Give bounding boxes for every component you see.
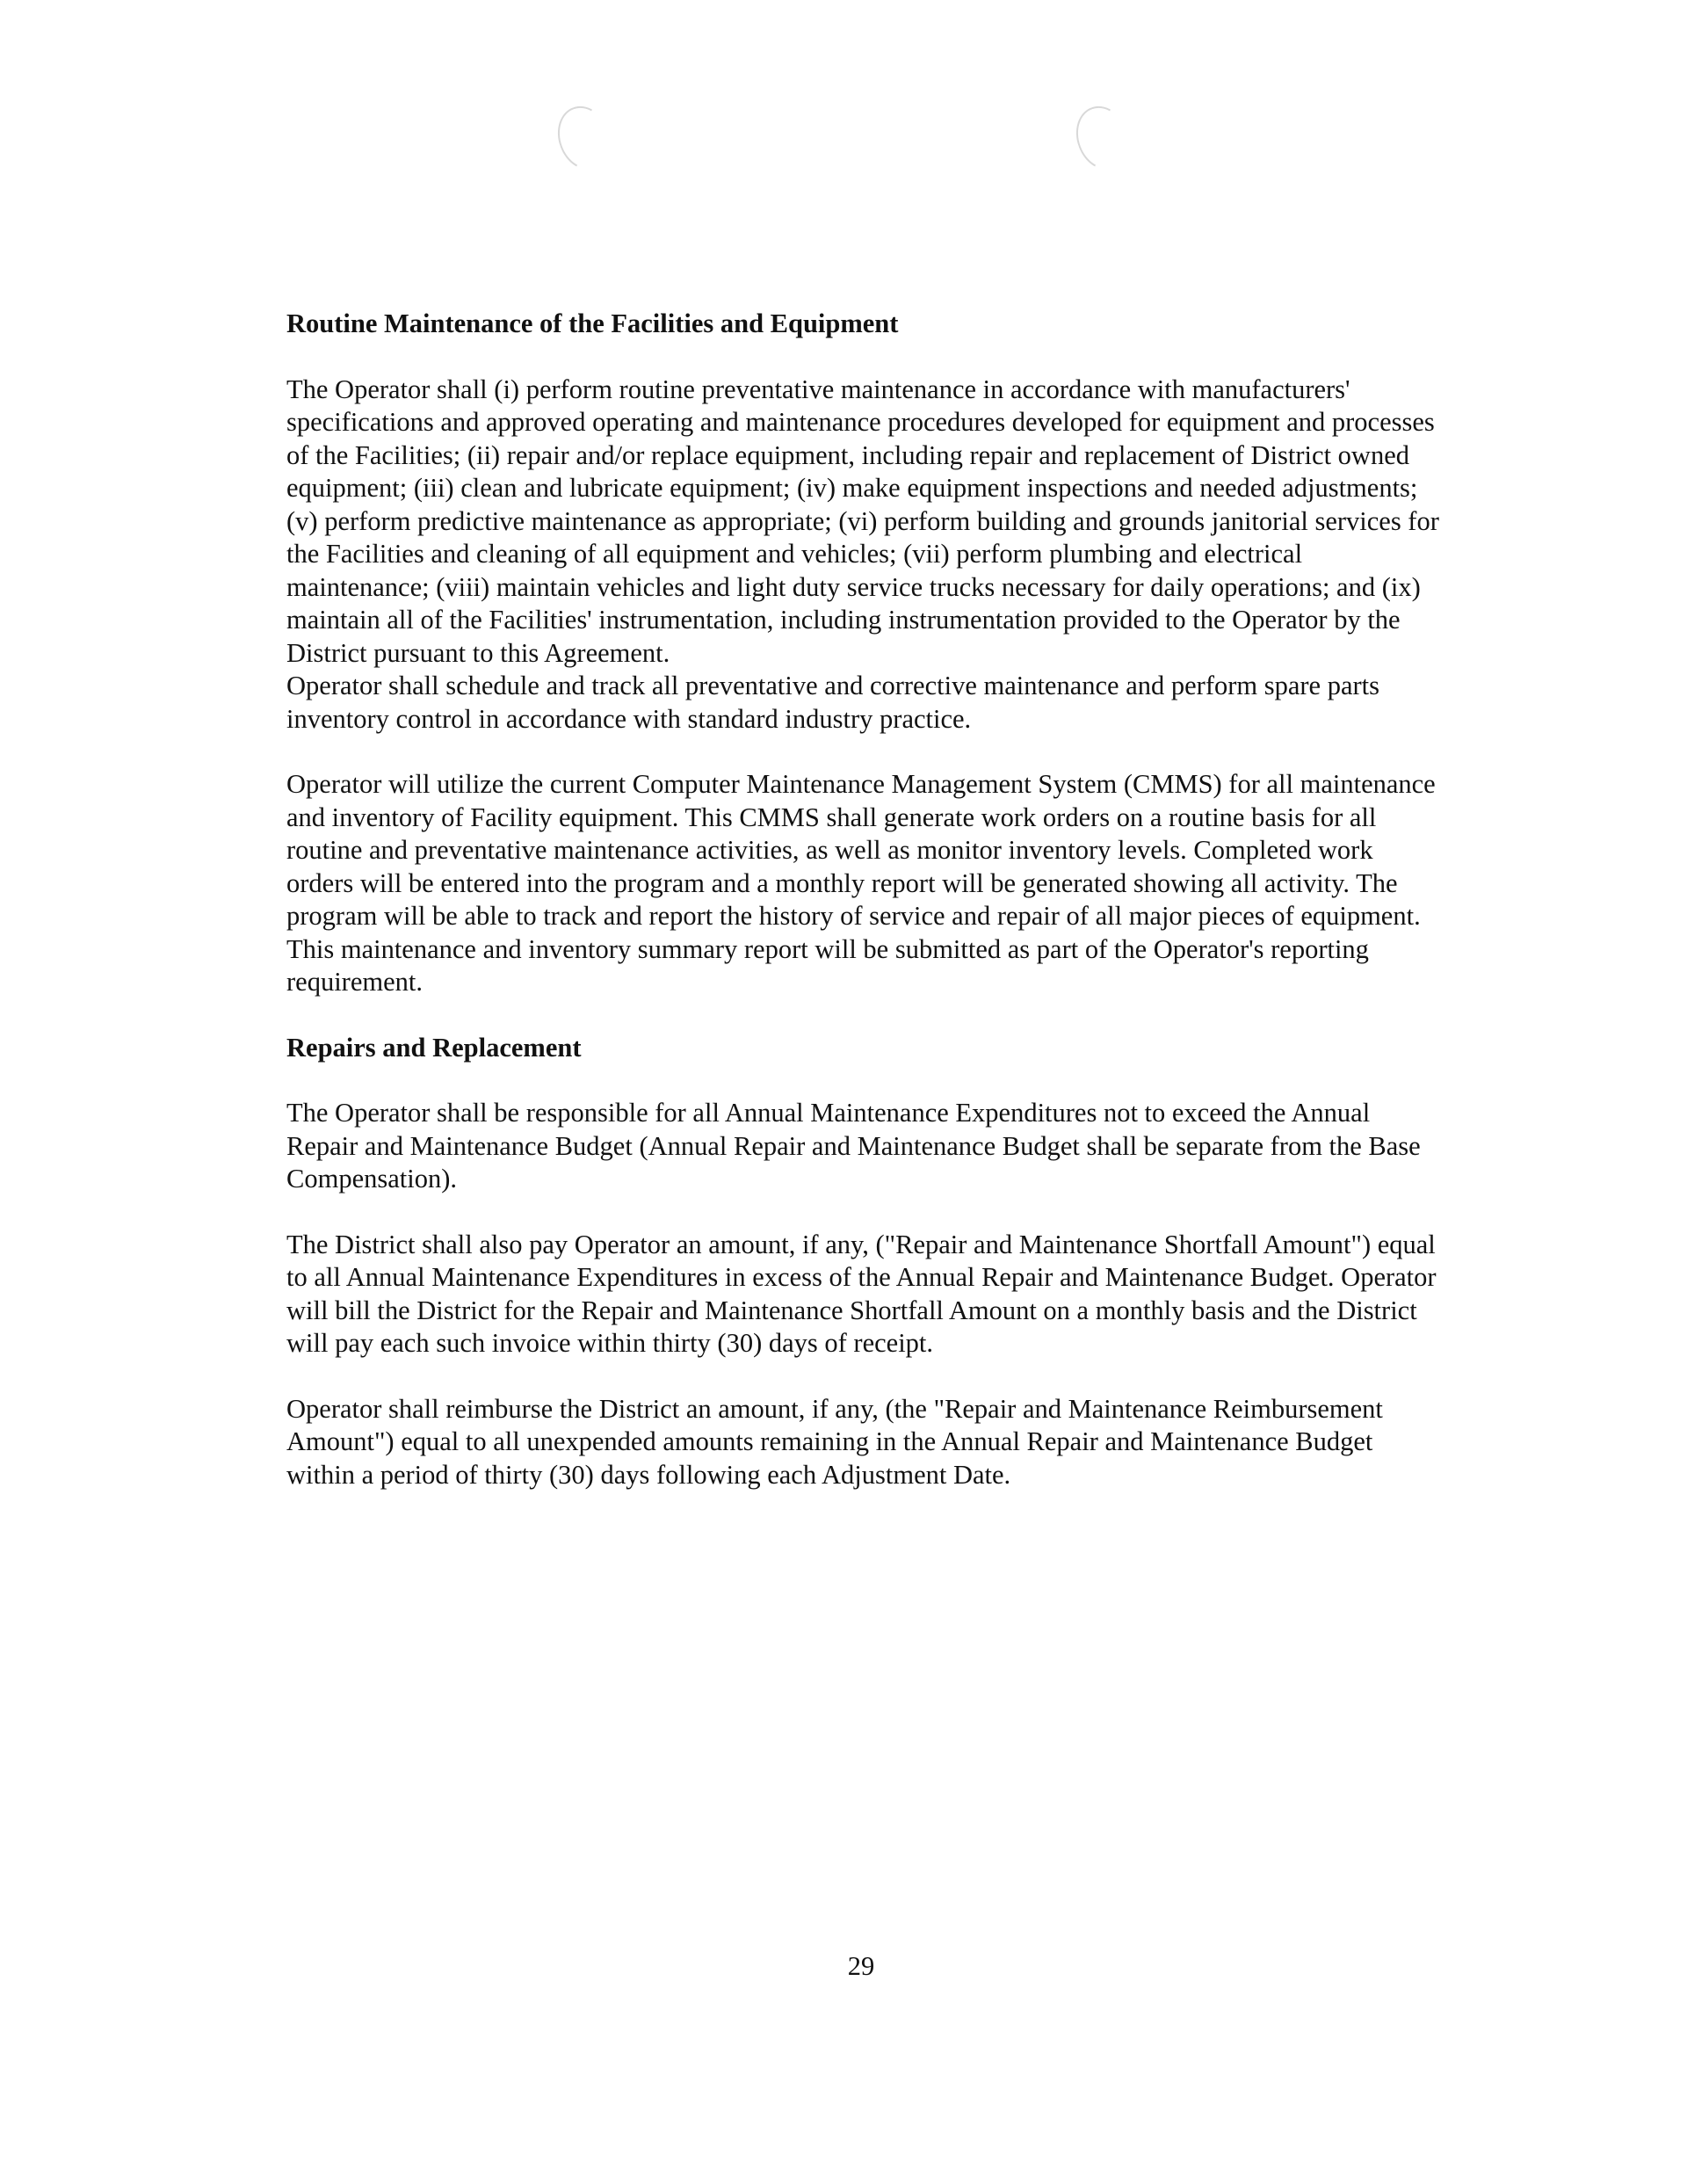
paragraph-schedule-tracking: Operator shall schedule and track all preventative and corrective maintenance and perform spare parts inventory control in accordance with standard industry practice. bbox=[286, 671, 1379, 734]
paragraph-reimbursement-amount: Operator shall reimburse the District an amount, if any, (the "Repair and Maintenance Reimbursement Amount") equal to all unexpended amounts remaining in the Annual Repair and Maintenance Budget within a period of thirty (30) days following each Adjustment Date. bbox=[286, 1393, 1383, 1490]
section-heading-repairs-replacement: Repairs and Replacement bbox=[286, 1032, 582, 1063]
paragraph-annual-expenditures: The Operator shall be responsible for all Annual Maintenance Expenditures not to exceed the Annual Repair and Maintenance Budget (Annual Repair and Maintenance Budget shall be separate from the Base Compensation). bbox=[286, 1098, 1421, 1194]
paragraph-shortfall-amount: The District shall also pay Operator an amount, if any, ("Repair and Maintenance Shortfall Amount") equal to all Annual Maintenance Expenditures in excess of the Annual Repair and Maintenance Budget. Operator will bill the District for the Repair and Maintenance Shortfall Amount on a monthly basis and the District will pay each such invoice within thirty (30) days of receipt. bbox=[286, 1229, 1437, 1358]
section-heading-routine-maintenance: Routine Maintenance of the Facilities and Equipment bbox=[286, 308, 899, 338]
paragraph-cmms: Operator will utilize the current Computer Maintenance Management System (CMMS) for all maintenance and inventory of Facility equipment. This CMMS shall generate work orders on a routine basis for all routine and preventative maintenance activities, as well as monitor inventory levels. Completed work orders will be entered into the program and a monthly report will be generated showing all activity. The program will be able to track and report the history of service and repair of all major pieces of equipment. This maintenance and inventory summary report will be submitted as part of the Operator's reporting requirement. bbox=[286, 769, 1436, 997]
document-body bbox=[286, 308, 1446, 1524]
page-number: 29 bbox=[847, 1951, 875, 1981]
paragraph-operator-duties: The Operator shall (i) perform routine preventative maintenance in accordance with manufacturers' specifications and approved operating and maintenance procedures developed for equipment and processes of the Facilities; (ii) repair and/or replace equipment, including repair and replacement of District owned equipment; (iii) clean and lubricate equipment; (iv) make equipment inspections and needed adjustments; (v) perform predictive maintenance as appropriate; (vi) perform building and grounds janitorial services for the Facilities and cleaning of all equipment and vehicles; (vii) perform plumbing and electrical maintenance; (viii) maintain vehicles and light duty service trucks necessary for daily operations; and (ix) maintain all of the Facilities' instrumentation, including instrumentation provided to the Operator by the District pursuant to this Agreement. bbox=[286, 374, 1439, 668]
punch-hole-mark-right bbox=[1068, 98, 1138, 177]
punch-hole-mark-left bbox=[549, 98, 619, 177]
